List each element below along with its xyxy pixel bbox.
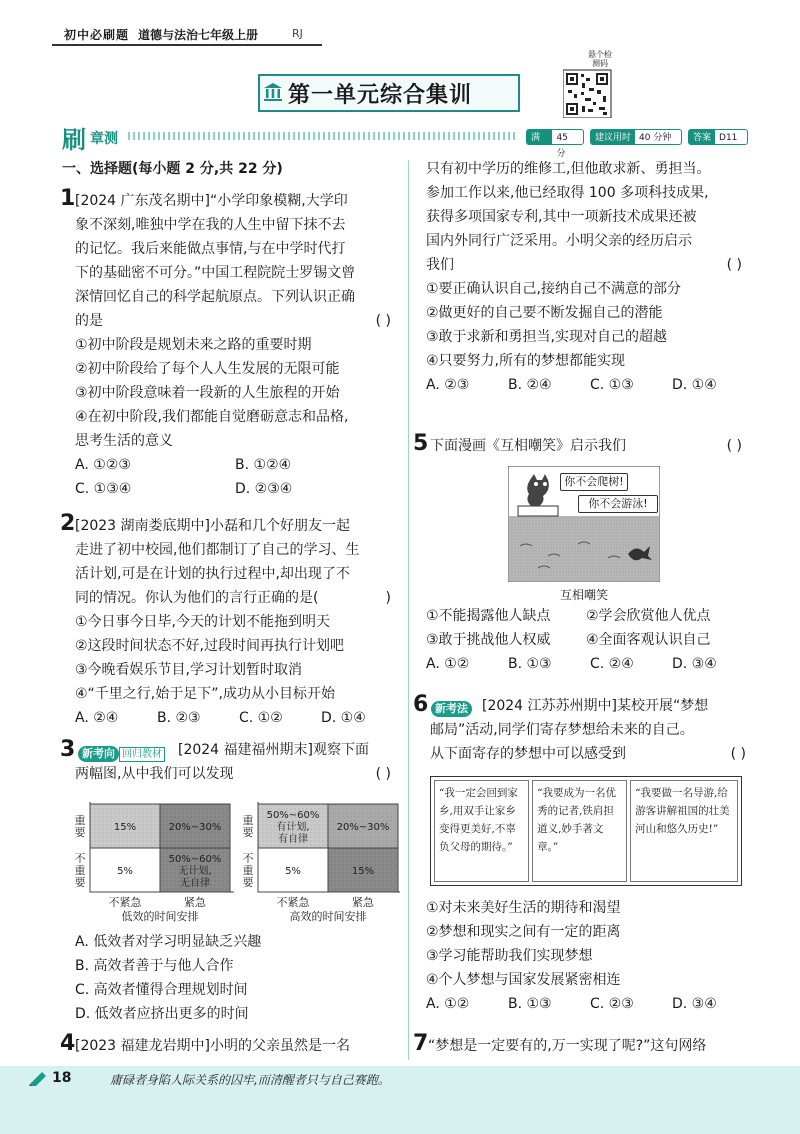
time-quadrant-figure	[70, 800, 400, 932]
row-label: 不	[74, 852, 86, 865]
header-rule	[52, 44, 322, 46]
statement-item: ④全面客观认识自己	[586, 632, 711, 648]
cartoon-caption: 互相嘲笑	[559, 588, 608, 602]
q4-line: 我们	[426, 257, 454, 273]
statement-item: ④“千里之行,始于足下”,成功从小目标开始	[75, 686, 335, 702]
option-b[interactable]: B. ①②④	[235, 457, 292, 473]
q1-line: 的记忆。我后来能做点事情,与在中学时代打	[75, 241, 346, 257]
question-number: 2	[60, 511, 76, 536]
q4-line: [2023 福建龙岩期中]小明的父亲虽然是一名	[75, 1038, 351, 1054]
cell-value: 5%	[285, 866, 301, 877]
q1-line: [2024 广东茂名期中]“小学印象模糊,大学印	[75, 193, 348, 209]
answer-blank[interactable]: ( )	[730, 746, 746, 762]
row-label: 重	[74, 814, 86, 827]
statement-item: ②这段时间状态不好,过段时间再执行计划吧	[75, 638, 344, 654]
q6-line: 从下面寄存的梦想中可以感受到	[430, 746, 626, 762]
statement-item: ③初中阶段意味着一段新的人生旅程的开始	[75, 385, 340, 401]
option-d[interactable]: D. ③④	[672, 996, 717, 1012]
time-badge	[590, 129, 682, 145]
statement-item: ③敢于挑战他人权威	[426, 632, 551, 648]
section-stripe	[128, 132, 516, 140]
statement-item: ④个人梦想与国家发展紧密相连	[426, 972, 621, 988]
time-label: 建议用时	[591, 130, 635, 144]
cell-value: 50%~60%	[266, 810, 320, 821]
cell-value: 15%	[351, 866, 375, 877]
option-a[interactable]: A. ②④	[75, 710, 119, 726]
full-score-badge	[526, 129, 584, 159]
subject-title: 道德与法治七年级上册	[138, 28, 259, 42]
question-4-cont	[426, 157, 746, 397]
option-a[interactable]: A. ①②③	[75, 457, 131, 473]
section-mark: 刷	[62, 126, 86, 154]
answer-blank[interactable]: )	[385, 590, 391, 606]
time-value: 40 分钟	[639, 133, 672, 143]
option-c[interactable]: C. ①②	[239, 710, 283, 726]
option-a[interactable]: A. ①②	[426, 656, 470, 672]
question-number: 6	[413, 692, 429, 717]
row-label: 要	[242, 826, 254, 839]
answer-page: D11	[719, 133, 738, 143]
row-label: 重	[242, 814, 254, 827]
q3-line-2	[75, 762, 395, 786]
option-a[interactable]: A. ①②	[426, 996, 470, 1012]
tag-textbook: 回归教材	[119, 747, 165, 762]
option-b[interactable]: B. ②④	[508, 377, 552, 393]
option-b[interactable]: B. ①③	[508, 656, 552, 672]
q5-items	[426, 604, 746, 676]
footer-quote: 庸碌者身陷人际关系的囚牢,而清醒者只与自己赛跑。	[110, 1073, 390, 1087]
row-label: 重	[242, 864, 254, 877]
option-d[interactable]: D. ①④	[672, 377, 717, 393]
section-label: 章测	[90, 131, 118, 147]
answer-badge	[688, 129, 748, 145]
question-5	[430, 434, 746, 458]
q1-line: 的是	[75, 313, 103, 329]
question-number: 7	[413, 1031, 429, 1056]
qr-code-icon[interactable]	[563, 52, 613, 118]
q4-line: 国内外同行广泛采用。小明父亲的经历启示	[426, 233, 692, 249]
row-label: 要	[74, 826, 86, 839]
cell-value: 有自律	[278, 834, 308, 845]
full-score-value: 45 分	[556, 133, 568, 159]
speech-bubble-1: 你不会爬树!	[560, 473, 628, 491]
page-number: 18	[52, 1070, 72, 1086]
q2-line: 同的情况。你认为他们的言行正确的是(	[75, 590, 319, 606]
dream-card: “我要做一名导游,给游客讲解祖国的壮美河山和悠久历史!”	[630, 780, 738, 882]
new-trend-badge	[78, 742, 165, 762]
q4-line: 只有初中学历的维修工,但他敢求新、勇担当。	[426, 161, 711, 177]
question-2	[75, 514, 395, 730]
option-d[interactable]: D. ②③④	[235, 481, 293, 497]
q6-line: [2024 江苏苏州期中]某校开展“梦想	[482, 698, 709, 714]
question-number: 4	[60, 1031, 76, 1056]
building-icon	[263, 82, 283, 102]
statement-item: ②学会欣赏他人优点	[586, 608, 711, 624]
q1-line: 象不深刻,唯独中学在我的人生中留下抹不去	[75, 217, 346, 233]
q3-line: [2024 福建福州期末]观察下面	[178, 742, 370, 758]
cell-value: 15%	[113, 822, 137, 833]
qr-label: 悬个检测码	[588, 50, 612, 68]
q7-line: “梦想是一定要有的,万一实现了呢?”这句网络	[428, 1038, 707, 1054]
statement-item: ③学习能帮助我们实现梦想	[426, 948, 593, 964]
option-d[interactable]: D. ①④	[321, 710, 366, 726]
option-a[interactable]: A. ②③	[426, 377, 470, 393]
answer-blank[interactable]: ( )	[726, 438, 742, 454]
option-c[interactable]: C. 高效者懂得合理规划时间	[75, 982, 248, 998]
statement-item: ①不能揭露他人缺点	[426, 608, 551, 624]
statement-item: ②做更好的自己要不断发掘自己的潜能	[426, 305, 663, 321]
cell-value: 有计划,	[276, 822, 310, 833]
statement-item: ①对未来美好生活的期待和渴望	[426, 900, 621, 916]
col-label: 不紧急	[276, 896, 310, 909]
tag-new-method: 新考法	[431, 701, 472, 717]
speech-bubble-2: 你不会游泳!	[578, 495, 658, 513]
row-label: 重	[74, 864, 86, 877]
dream-card: “我要成为一名优秀的记者,铁肩担道义,妙手著文章。”	[532, 780, 627, 882]
dream-card: “我一定会回到家乡,用双手让家乡变得更美好,不辜负父母的期待。”	[434, 780, 529, 882]
page-title: 第一单元综合集训	[288, 82, 473, 108]
col-label: 紧急	[352, 896, 374, 909]
question-6	[430, 718, 750, 766]
q6-line: 邮局”活动,同学们寄存梦想给未来的自己。	[430, 722, 694, 738]
tag-new-trend: 新考向	[78, 746, 119, 762]
q4-line: 参加工作以来,他已经取得 100 多项科技成果,	[426, 185, 709, 201]
statement-item: ①初中阶段是规划未来之路的重要时期	[75, 337, 312, 353]
q1-line: 下的基础密不可分。”中国工程院院士罗锡文曾	[75, 265, 356, 281]
row-label: 要	[242, 876, 254, 889]
figure-caption: 低效的时间安排	[121, 910, 199, 923]
q6-items	[426, 896, 746, 1016]
question-number: 5	[413, 431, 429, 456]
option-d[interactable]: D. ③④	[672, 656, 717, 672]
option-c[interactable]: C. ①③④	[75, 481, 132, 497]
option-d[interactable]: D. 低效者应挤出更多的时间	[75, 1006, 249, 1022]
q2-line: [2023 湖南娄底期中]小磊和几个好朋友一起	[75, 518, 351, 534]
q1-line: 深情回忆自己的科学起航原点。下列认识正确	[75, 289, 355, 305]
option-a[interactable]: A. 低效者对学习明显缺乏兴趣	[75, 934, 262, 950]
statement-item: ③敢于求新和勇担当,实现对自己的超越	[426, 329, 667, 345]
statement-item: ①今日事今日毕,今天的计划不能拖到明天	[75, 614, 330, 630]
row-label: 不	[242, 852, 254, 865]
cell-value: 无自律	[180, 878, 210, 889]
cell-value: 20%~30%	[168, 822, 222, 833]
option-c[interactable]: C. ①③	[590, 377, 634, 393]
q3-options	[75, 930, 395, 1026]
part-heading: 一、选择题(每小题 2 分,共 22 分)	[62, 161, 283, 177]
new-method-badge	[431, 697, 472, 717]
col-label: 不紧急	[108, 896, 142, 909]
statement-item: ②梦想和现实之间有一定的距离	[426, 924, 621, 940]
cell-value: 50%~60%	[168, 854, 222, 865]
cell-value: 无计划,	[178, 866, 212, 877]
option-b[interactable]: B. ①③	[508, 996, 552, 1012]
answer-blank[interactable]: ( )	[726, 257, 742, 273]
cell-value: 5%	[117, 866, 133, 877]
answer-label: 答案	[689, 130, 715, 144]
q2-line: 活计划,可是在计划的执行过程中,却出现了不	[75, 566, 350, 582]
statement-item: ④在初中阶段,我们都能自觉磨砺意志和品格,	[75, 409, 349, 425]
answer-blank[interactable]: ( )	[375, 313, 391, 329]
question-number: 3	[60, 737, 76, 762]
q4-line: 获得多项国家专利,其中一项新技术成果还被	[426, 209, 697, 225]
cell-value: 20%~30%	[336, 822, 390, 833]
book-title: 初中必刷题	[64, 28, 130, 42]
option-c[interactable]: C. ②③	[590, 996, 634, 1012]
question-1	[75, 189, 395, 501]
statement-item: ①要正确认识自己,接纳自己不满意的部分	[426, 281, 681, 297]
pencil-icon	[28, 1070, 48, 1086]
option-c[interactable]: C. ②④	[590, 656, 634, 672]
answer-blank[interactable]: ( )	[375, 766, 391, 782]
statement-item: 思考生活的意义	[75, 433, 173, 449]
full-score-label: 满分	[527, 130, 552, 144]
option-b[interactable]: B. 高效者善于与他人合作	[75, 958, 234, 974]
edition-label: RJ	[292, 27, 303, 40]
option-b[interactable]: B. ②③	[157, 710, 201, 726]
figure-caption: 高效的时间安排	[289, 910, 367, 923]
q5-line: 下面漫画《互相嘲笑》启示我们	[430, 438, 626, 454]
row-label: 要	[74, 876, 86, 889]
question-number: 1	[60, 186, 76, 211]
statement-item: ②初中阶段给了每个人人生发展的无限可能	[75, 361, 340, 377]
statement-item: ③今晚看娱乐节目,学习计划暂时取消	[75, 662, 303, 678]
col-label: 紧急	[184, 896, 206, 909]
column-divider	[408, 160, 409, 1060]
q3-line: 两幅图,从中我们可以发现	[75, 766, 234, 782]
statement-item: ④只要努力,所有的梦想都能实现	[426, 353, 626, 369]
q2-line: 走进了初中校园,他们都制订了自己的学习、生	[75, 542, 360, 558]
dream-cards	[430, 776, 742, 886]
